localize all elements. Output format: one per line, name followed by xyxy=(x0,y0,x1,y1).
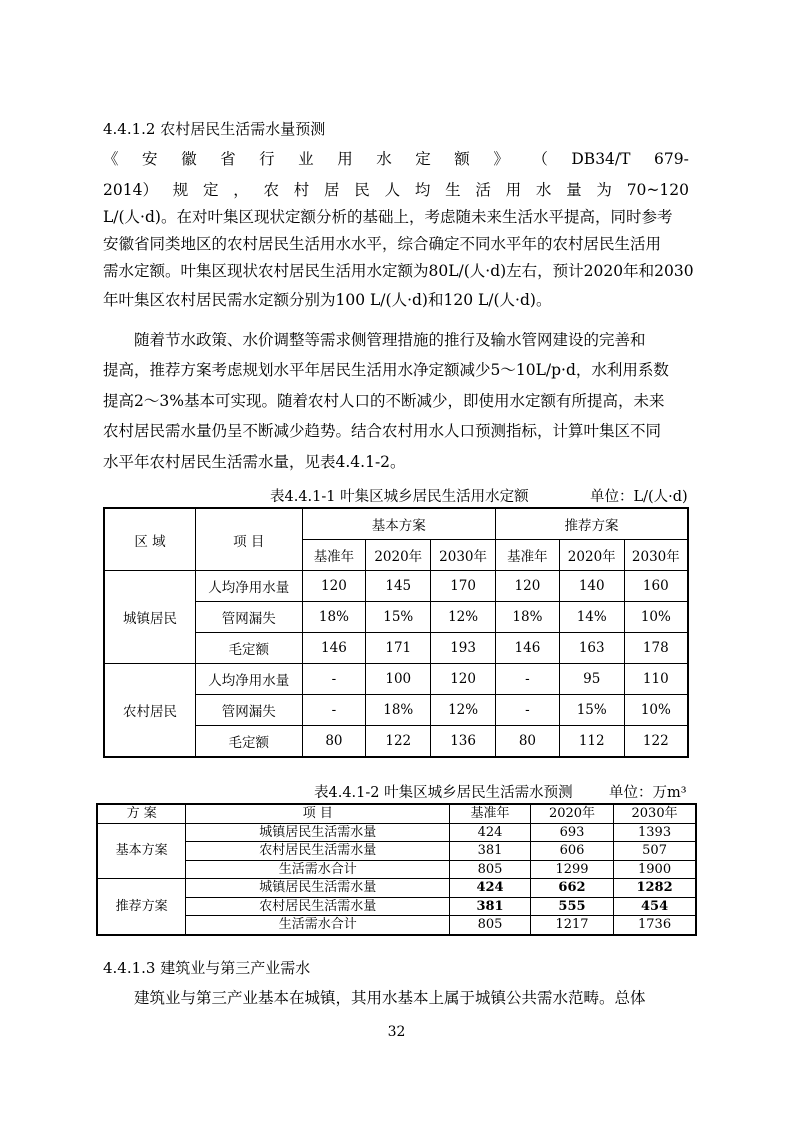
text-token: 民 xyxy=(354,181,370,199)
header-item: 项 目 xyxy=(196,508,302,571)
table-cell: 454 xyxy=(614,897,696,916)
row-item: 生活需水合计 xyxy=(186,860,450,879)
table-cell: 1299 xyxy=(530,860,613,879)
table-cell: 80 xyxy=(302,726,366,758)
table-cell: 381 xyxy=(450,897,531,916)
table-2-demand-forecast xyxy=(96,803,697,936)
section-heading-4412: 4.4.1.2 农村居民生活需水量预测 xyxy=(103,120,326,138)
text-token: 活 xyxy=(475,181,491,199)
table-cell: 805 xyxy=(450,916,531,935)
text-token: 规 xyxy=(172,181,189,199)
text-token: 用 xyxy=(337,150,353,168)
table-cell: - xyxy=(496,695,560,726)
header-item: 项 目 xyxy=(186,804,450,823)
table-cell: 606 xyxy=(530,842,613,861)
paragraph-1-line-2 xyxy=(103,180,689,200)
text-token: （ xyxy=(532,150,548,168)
text-token: 》 xyxy=(493,150,509,168)
table-cell: 170 xyxy=(431,571,496,602)
text-token: 定 xyxy=(415,150,431,168)
table-cell: 1282 xyxy=(614,879,696,898)
table-cell: 1900 xyxy=(614,860,696,879)
row-item: 管网漏失 xyxy=(196,695,302,726)
header-year: 2030年 xyxy=(624,540,688,571)
text-token: 均 xyxy=(414,181,431,199)
header-year: 2020年 xyxy=(366,540,431,571)
paragraph-1-line-5: 需水定额。叶集区现状农村居民生活用水定额为80L/(人·d)左右，预计2020年和2030 xyxy=(103,262,694,280)
table-1-caption: 表4.4.1-1 叶集区城乡居民生活用水定额 xyxy=(270,489,529,505)
text-token: 安 xyxy=(142,150,158,168)
text-token: 用 xyxy=(505,181,522,199)
text-token: 村 xyxy=(293,181,310,199)
table-cell: 805 xyxy=(450,860,531,879)
table-cell: 120 xyxy=(431,664,496,695)
row-item: 管网漏失 xyxy=(196,602,302,633)
table-cell: - xyxy=(302,695,366,726)
table-cell: 110 xyxy=(624,664,688,695)
table-row xyxy=(97,823,696,842)
text-token: ， xyxy=(233,181,249,199)
page-number: 32 xyxy=(387,1024,406,1040)
paragraph-2-line-3: 提高2～3%基本可实现。随着农村人口的不断减少，即使用水定额有所提高，未来 xyxy=(103,392,665,410)
table-cell: 120 xyxy=(302,571,366,602)
table-row xyxy=(97,879,696,898)
text-token: 2014） xyxy=(103,181,158,199)
table-cell: 100 xyxy=(366,664,431,695)
table-cell: 12% xyxy=(431,602,496,633)
table-row xyxy=(97,897,696,916)
header-recommended-plan: 推荐方案 xyxy=(496,508,689,540)
table-row xyxy=(104,571,688,602)
paragraph-2-line-5: 水平年农村居民生活需水量，见表4.4.1-2。 xyxy=(103,453,406,471)
header-year: 基准年 xyxy=(496,540,560,571)
table-cell: 18% xyxy=(496,602,560,633)
table-cell: 171 xyxy=(366,633,431,664)
header-region: 区 域 xyxy=(104,508,196,571)
text-token: 农 xyxy=(263,181,280,199)
table-1-water-quota xyxy=(103,507,689,758)
table-cell: 507 xyxy=(614,842,696,861)
table-cell: - xyxy=(302,664,366,695)
table-2-caption: 表4.4.1-2 叶集区城乡居民生活需水预测 xyxy=(314,785,573,801)
table-cell: 1393 xyxy=(614,823,696,842)
table-cell: 693 xyxy=(530,823,613,842)
row-item: 毛定额 xyxy=(196,633,302,664)
text-token: 业 xyxy=(298,150,314,168)
table-cell: 140 xyxy=(559,571,624,602)
table-cell: 18% xyxy=(366,695,431,726)
table-row xyxy=(97,842,696,861)
header-year: 2030年 xyxy=(614,804,696,823)
text-token: 徽 xyxy=(181,150,197,168)
text-token: 人 xyxy=(384,181,401,199)
text-token: 生 xyxy=(445,181,461,199)
row-item: 生活需水合计 xyxy=(186,916,450,935)
text-token: 水 xyxy=(376,150,392,168)
table-cell: 122 xyxy=(624,726,688,758)
table-cell: 163 xyxy=(559,633,624,664)
text-token: 为 xyxy=(596,181,612,199)
header-year: 2020年 xyxy=(530,804,613,823)
text-token: 行 xyxy=(259,150,275,168)
paragraph-2-line-2: 提高，推荐方案考虑规划水平年居民生活用水净定额减少5～10L/p·d，水利用系数 xyxy=(103,361,669,379)
row-item: 毛定额 xyxy=(196,726,302,758)
table-cell: 136 xyxy=(431,726,496,758)
text-token: 省 xyxy=(220,150,236,168)
section-heading-4413: 4.4.1.3 建筑业与第三产业需水 xyxy=(103,959,311,977)
table-cell: 146 xyxy=(496,633,560,664)
text-token: DB34/T xyxy=(571,150,631,168)
table-1-unit: 单位：L/(人·d) xyxy=(590,489,688,505)
table-cell: 122 xyxy=(366,726,431,758)
table-row xyxy=(104,664,688,695)
table-cell: 15% xyxy=(559,695,624,726)
group-name: 推荐方案 xyxy=(97,879,186,935)
row-item: 农村居民生活需水量 xyxy=(186,897,450,916)
paragraph-2-line-4: 农村居民需水量仍呈不断减少趋势。结合农村用水人口预测指标，计算叶集区不同 xyxy=(103,422,662,440)
text-token: 额 xyxy=(454,150,470,168)
text-token: 量 xyxy=(566,181,582,199)
table-cell: 14% xyxy=(559,602,624,633)
row-item: 城镇居民生活需水量 xyxy=(186,879,450,898)
table-cell: 18% xyxy=(302,602,366,633)
table-cell: 80 xyxy=(496,726,560,758)
paragraph-1-line-6: 年叶集区农村居民需水定额分别为100 L/(人·d)和120 L/(人·d)。 xyxy=(103,291,552,309)
table-cell: 10% xyxy=(624,695,688,726)
table-cell: 381 xyxy=(450,842,531,861)
text-token: 居 xyxy=(324,181,340,199)
header-basic-plan: 基本方案 xyxy=(302,508,495,540)
table-cell: 160 xyxy=(624,571,688,602)
paragraph-1-line-4: 安徽省同类地区的农村居民生活用水水平，综合确定不同水平年的农村居民生活用 xyxy=(103,235,662,253)
table-cell: 424 xyxy=(450,823,531,842)
group-name: 基本方案 xyxy=(97,823,186,879)
table-cell: 112 xyxy=(559,726,624,758)
table-2-unit: 单位：万m³ xyxy=(609,785,687,801)
text-token: 679- xyxy=(654,150,689,168)
text-token: 70~120 xyxy=(626,181,689,199)
table-cell: 10% xyxy=(624,602,688,633)
table-cell: 1736 xyxy=(614,916,696,935)
row-item: 人均净用水量 xyxy=(196,664,302,695)
group-name: 城镇居民 xyxy=(104,571,196,664)
table-cell: 120 xyxy=(496,571,560,602)
table-cell: 662 xyxy=(530,879,613,898)
header-plan: 方 案 xyxy=(97,804,186,823)
table-cell: 555 xyxy=(530,897,613,916)
header-year: 基准年 xyxy=(450,804,531,823)
table-cell: 1217 xyxy=(530,916,613,935)
text-token: 定 xyxy=(202,181,219,199)
table-cell: 424 xyxy=(450,879,531,898)
table-cell: - xyxy=(496,664,560,695)
table-cell: 146 xyxy=(302,633,366,664)
paragraph-3-line-1: 建筑业与第三产业基本在城镇，其用水基本上属于城镇公共需水范畴。总体 xyxy=(134,989,646,1007)
header-year: 2020年 xyxy=(559,540,624,571)
table-cell: 15% xyxy=(366,602,431,633)
paragraph-1-line-3: L/(人·d)。在对叶集区现状定额分析的基础上，考虑随未来生活水平提高，同时参考 xyxy=(103,208,673,226)
row-item: 农村居民生活需水量 xyxy=(186,842,450,861)
table-cell: 12% xyxy=(431,695,496,726)
table-row xyxy=(97,916,696,935)
header-year: 基准年 xyxy=(302,540,366,571)
table-cell: 145 xyxy=(366,571,431,602)
header-year: 2030年 xyxy=(431,540,496,571)
group-name: 农村居民 xyxy=(104,664,196,758)
text-token: 水 xyxy=(535,181,552,199)
table-cell: 193 xyxy=(431,633,496,664)
row-item: 城镇居民生活需水量 xyxy=(186,823,450,842)
row-item: 人均净用水量 xyxy=(196,571,302,602)
table-row xyxy=(97,860,696,879)
paragraph-1-line-1 xyxy=(103,149,689,169)
table-cell: 95 xyxy=(559,664,624,695)
paragraph-2-line-1: 随着节水政策、水价调整等需求侧管理措施的推行及输水管网建设的完善和 xyxy=(134,331,646,349)
text-token: 《 xyxy=(103,150,119,168)
table-cell: 178 xyxy=(624,633,688,664)
